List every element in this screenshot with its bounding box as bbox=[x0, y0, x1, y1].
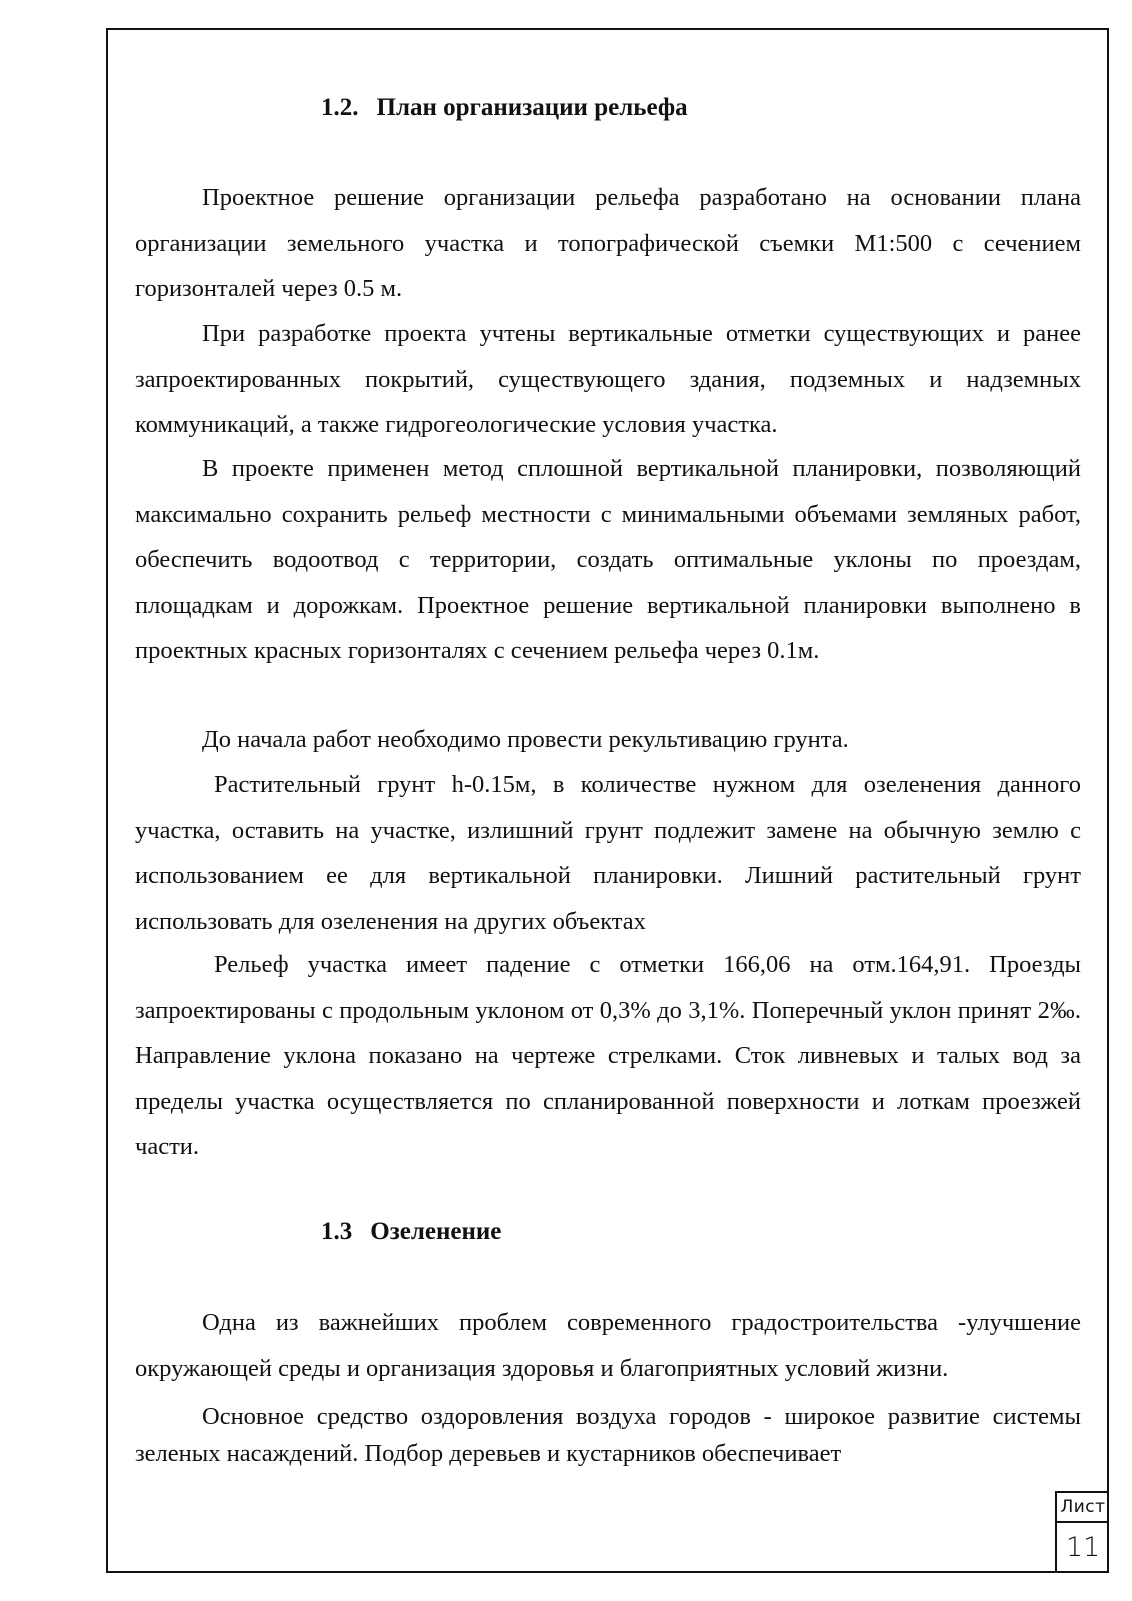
sheet-stamp bbox=[1055, 1491, 1109, 1573]
paragraph: Одна из важнейших проблем современного градостроительства -улучшение окружающей среды и организация здоровья и благоприятных условий жизни. bbox=[135, 1309, 1081, 1382]
paragraph: Растительный грунт h-0.15м, в количестве нужном для озеленения данного участка, оставить на участке, излишний грунт подлежит замене на обычную землю с использованием ее для вертикальной планировки. Лишний растительный грунт использовать для озеленения на других объектах bbox=[135, 771, 1081, 935]
page-number: 11 bbox=[1065, 1532, 1101, 1563]
section-heading-1-3 bbox=[321, 1217, 501, 1247]
section-heading-1-2 bbox=[321, 93, 688, 123]
paragraph: При разработке проекта учтены вертикальные отметки существующих и ранее запроектированных покрытий, существующего здания, подземных и надземных коммуникаций, а также гидрогеологические условия участка. bbox=[135, 320, 1081, 439]
section-number: 1.2. bbox=[321, 94, 359, 121]
paragraph: До начала работ необходимо провести рекультивацию грунта. bbox=[202, 726, 849, 753]
paragraph: Проектное решение организации рельефа разработано на основании плана организации земельного участка и топографической съемки М1:500 с сечением горизонталей через 0.5 м. bbox=[135, 184, 1081, 303]
sheet-label: Лист bbox=[1057, 1493, 1109, 1523]
section-title: Озеленение bbox=[370, 1218, 502, 1245]
paragraph: В проекте применен метод сплошной вертикальной планировки, позволяющий максимально сохранить рельеф местности с минимальными объемами земляных работ, обеспечить водоотвод с территории, создать оптимальные уклоны по проездам, площадкам и дорожкам. Проектное решение вертикальной планировки выполнено в проектных красных горизонталях с сечением рельефа через 0.1м. bbox=[135, 455, 1081, 665]
section-number: 1.3 bbox=[321, 1218, 353, 1245]
paragraph: Основное средство оздоровления воздуха городов - широкое развитие системы зеленых насаждений. Подбор деревьев и кустарников обеспечивает bbox=[135, 1403, 1081, 1467]
paragraph: Рельеф участка имеет падение с отметки 166,06 на отм.164,91. Проезды запроектированы с продольным уклоном от 0,3% до 3,1%. Поперечный уклон принят 2‰. Направление уклона показано на чертеже стрелками. Сток ливневых и талых вод за пределы участка осуществляется по спланированной поверхности и лоткам проезжей части. bbox=[135, 951, 1081, 1161]
section-title: План организации рельефа bbox=[376, 94, 688, 121]
